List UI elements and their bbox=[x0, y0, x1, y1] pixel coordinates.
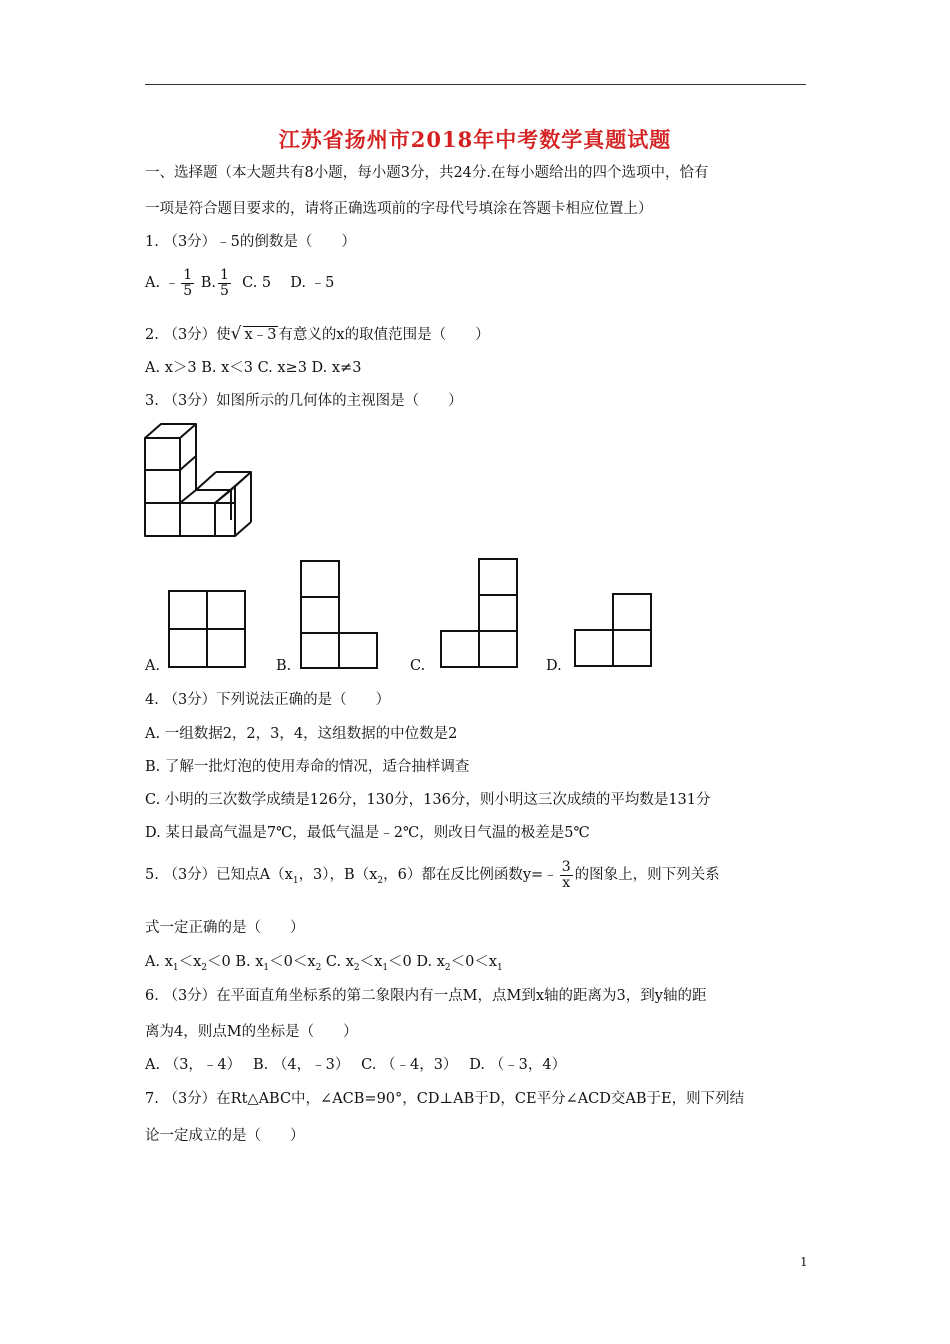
q5-opt-b-sub1: 1 bbox=[263, 962, 270, 973]
section-intro-line1: 一、选择题（本大题共有8小题，每小题3分，共24分.在每小题给出的四个选项中，恰有 bbox=[145, 165, 709, 181]
q3-stem: 3. （3分）如图所示的几何体的主视图是（ ） bbox=[145, 393, 463, 409]
q2-radicand: x﹣3 bbox=[244, 327, 277, 343]
q6-options: A. （3，﹣4） B. （4，﹣3） C. （﹣4，3） D. （﹣3，4） bbox=[145, 1057, 567, 1073]
q5-opt-b-sub2: 2 bbox=[315, 962, 322, 973]
q5-opt-a-sub1: 1 bbox=[172, 962, 179, 973]
q7-stem-line2: 论一定成立的是（ ） bbox=[145, 1128, 305, 1144]
q5-opt-c-sub1: 2 bbox=[353, 962, 360, 973]
q4-option-d: D. 某日最高气温是7℃，最低气温是﹣2℃，则改日气温的极差是5℃ bbox=[145, 825, 590, 841]
q1-stem: 1. （3分）﹣5的倒数是（ ） bbox=[145, 234, 356, 250]
q3-option-a-figure bbox=[168, 590, 248, 670]
q1-fraction-a-den: 5 bbox=[183, 282, 193, 299]
q5-stem-post: 的图象上，则下列关系 bbox=[574, 867, 720, 884]
q1-fraction-b-num: 1 bbox=[220, 267, 229, 283]
q4-option-c: C. 小明的三次数学成绩是126分，130分，136分，则小明这三次成绩的平均数是131分 bbox=[145, 792, 711, 808]
q2-stem-pre: 2. （3分）使 bbox=[145, 327, 231, 343]
q5-stem bbox=[145, 860, 720, 890]
q3-option-a-label: A. bbox=[145, 658, 161, 674]
q1-fraction-a-num: 1 bbox=[183, 267, 193, 283]
q5-opt-b-mid: ＜0＜x bbox=[269, 954, 316, 970]
q3-option-b-figure bbox=[300, 560, 380, 670]
q5-opt-d: ＜0 D. x bbox=[388, 954, 445, 970]
q1-options bbox=[145, 268, 334, 298]
q5-opt-a-sub2: 2 bbox=[201, 962, 208, 973]
q5-opt-c-sub2: 1 bbox=[382, 962, 389, 973]
page-number: 1 bbox=[800, 1255, 808, 1269]
q3-option-d-label: D. bbox=[546, 658, 562, 674]
page-title: 江苏省扬州市2018年中考数学真题试题 bbox=[278, 127, 672, 152]
q5-fraction bbox=[560, 860, 573, 890]
q2-stem bbox=[145, 324, 490, 344]
q5-opt-c-mid: ＜x bbox=[359, 954, 383, 970]
header-rule bbox=[145, 84, 806, 85]
q1-options-rest: C. 5 D. ﹣5 bbox=[242, 275, 335, 292]
q5-options bbox=[145, 954, 503, 974]
q3-option-b-label: B. bbox=[276, 658, 292, 674]
section-intro-line2: 一项是符合题目要求的，请将正确选项前的字母代号填涂在答题卡相应位置上） bbox=[145, 201, 653, 217]
q5-stem-line2: 式一定正确的是（ ） bbox=[145, 920, 305, 936]
q7-stem-line1: 7. （3分）在Rt△ABC中，∠ACB=90°，CD⊥AB于D，CE平分∠ACD交AB于E，则下列结 bbox=[145, 1091, 745, 1107]
q1-option-a-label: A. ﹣ bbox=[145, 275, 180, 292]
q6-stem-line1: 6. （3分）在平面直角坐标系的第二象限内有一点M，点M到x轴的距离为3，到y轴的距 bbox=[145, 988, 707, 1004]
q5-opt-a: A. x bbox=[145, 954, 173, 970]
q4-option-a: A. 一组数据2，2，3，4，这组数据的中位数是2 bbox=[145, 726, 458, 742]
q5-stem-pre: 5. （3分）已知点A（x bbox=[145, 867, 293, 884]
q2-stem-post: 有意义的x的取值范围是（ ） bbox=[278, 327, 490, 343]
q5-stem-mid2: ，6）都在反比例函数y=﹣ bbox=[383, 867, 558, 884]
q5-opt-b: ＜0 B. x bbox=[207, 954, 264, 970]
sqrt-symbol: √ bbox=[230, 324, 242, 344]
q5-opt-d-mid: ＜0＜x bbox=[450, 954, 498, 970]
q3-solid-figure bbox=[140, 420, 258, 540]
q1-option-b-label: B. bbox=[200, 275, 216, 292]
q1-fraction-b-den: 5 bbox=[220, 282, 229, 299]
q5-stem-mid1: ，3），B（x bbox=[298, 867, 378, 884]
q2-options: A. x＞3 B. x＜3 C. x≥3 D. x≠3 bbox=[145, 360, 362, 376]
q5-fraction-den: x bbox=[562, 874, 571, 891]
q1-fraction-a bbox=[181, 268, 194, 298]
q3-option-d-figure bbox=[574, 593, 654, 669]
q5-opt-c: C. x bbox=[321, 954, 354, 970]
q1-fraction-b bbox=[218, 268, 231, 298]
q4-stem: 4. （3分）下列说法正确的是（ ） bbox=[145, 692, 391, 708]
q3-option-c-label: C. bbox=[410, 658, 426, 674]
q3-option-c-figure bbox=[440, 558, 520, 670]
q5-sub-2: 2 bbox=[377, 876, 384, 887]
q5-opt-d-sub1: 2 bbox=[444, 962, 451, 973]
q4-option-b: B. 了解一批灯泡的使用寿命的情况，适合抽样调查 bbox=[145, 759, 470, 775]
q5-sub-1: 1 bbox=[292, 876, 299, 887]
q5-fraction-num: 3 bbox=[561, 859, 571, 875]
q5-opt-a-mid: ＜x bbox=[178, 954, 202, 970]
q6-stem-line2: 离为4，则点M的坐标是（ ） bbox=[145, 1024, 358, 1040]
q5-opt-d-sub2: 1 bbox=[497, 962, 503, 973]
